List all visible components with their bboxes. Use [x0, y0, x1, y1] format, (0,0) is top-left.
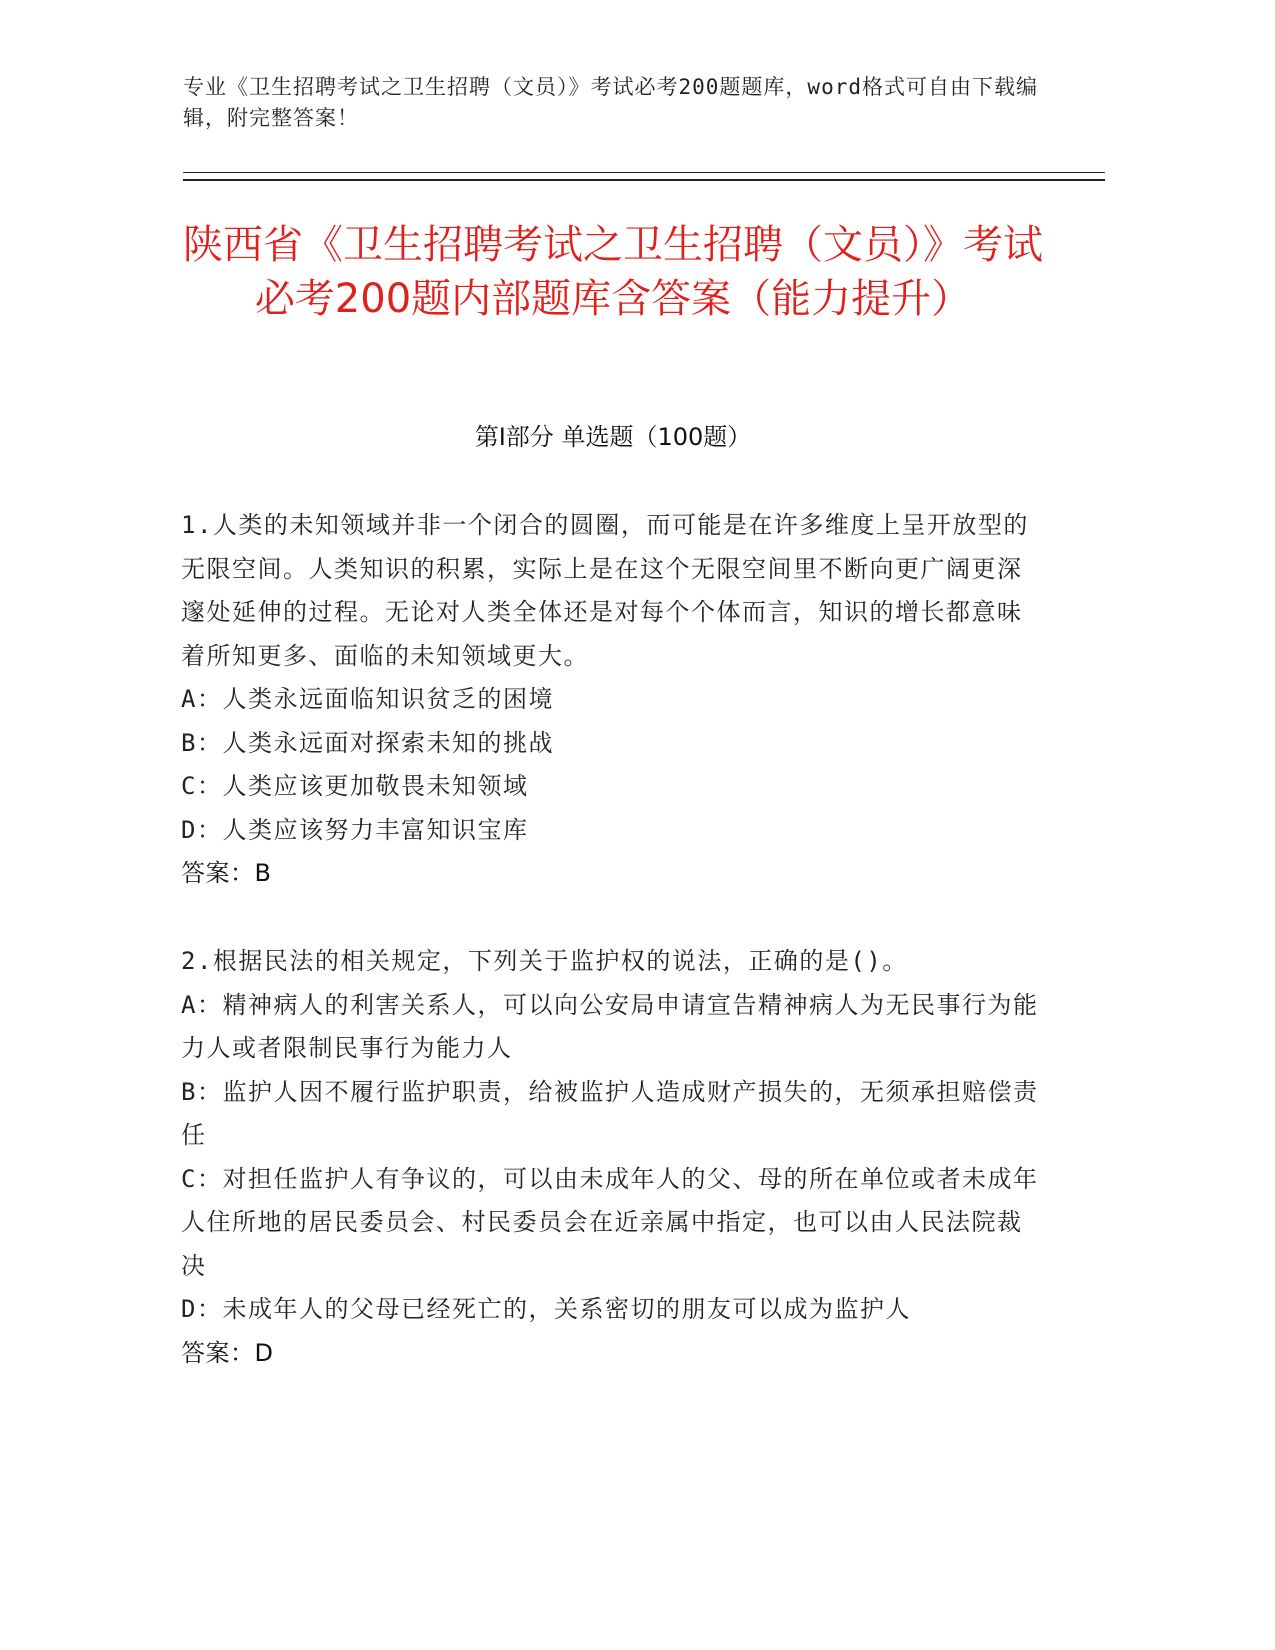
section-heading: 第Ⅰ部分 单选题（100题） — [474, 423, 752, 451]
option-c: C：人类应该更加敬畏未知领域 — [181, 772, 529, 800]
option-d: D：人类应该努力丰富知识宝库 — [181, 815, 529, 844]
header-divider-bottom — [183, 179, 1105, 181]
question-stem: 2.根据民法的相关规定，下列关于监护权的说法，正确的是()。 — [181, 947, 908, 975]
header-divider-top — [183, 172, 1105, 173]
header-note: 专业《卫生招聘考试之卫生招聘（文员）》考试必考200题题库，word格式可自由下载编辑，附完整答案！ — [183, 75, 1038, 130]
document-title: 陕西省《卫生招聘考试之卫生招聘（文员）》考试必考200题内部题库含答案（能力提升） — [183, 222, 1043, 322]
answer-line: 答案：D — [181, 1338, 274, 1367]
option-c: C：对担任监护人有争议的，可以由未成年人的父、母的所在单位或者未成年人住所地的居民委员会、村民委员会在近亲属中指定，也可以由人民法院裁决 — [181, 1164, 1039, 1280]
answer-line: 答案：B — [181, 859, 272, 887]
question-block — [181, 504, 1041, 896]
option-b: B：监护人因不履行监护职责，给被监护人造成财产损失的，无须承担赔偿责任 — [181, 1077, 1039, 1149]
option-a: A：精神病人的利害关系人，可以向公安局申请宣告精神病人为无民事行为能力人或者限制民事行为能力人 — [181, 990, 1039, 1062]
option-d: D：未成年人的父母已经死亡的，关系密切的朋友可以成为监护人 — [181, 1295, 911, 1323]
option-b: B：人类永远面对探索未知的挑战 — [181, 728, 554, 757]
question-block — [181, 940, 1041, 1375]
question-stem: 1.人类的未知领域并非一个闭合的圆圈，而可能是在许多维度上呈开放型的无限空间。人类知识的积累，实际上是在这个无限空间里不断向更广阔更深邃处延伸的过程。无论对人类全体还是对每个个体而言，知识的增长都意味着所知更多、面临的未知领域更大。 — [181, 511, 1029, 670]
option-a: A：人类永远面临知识贫乏的困境 — [181, 685, 554, 713]
